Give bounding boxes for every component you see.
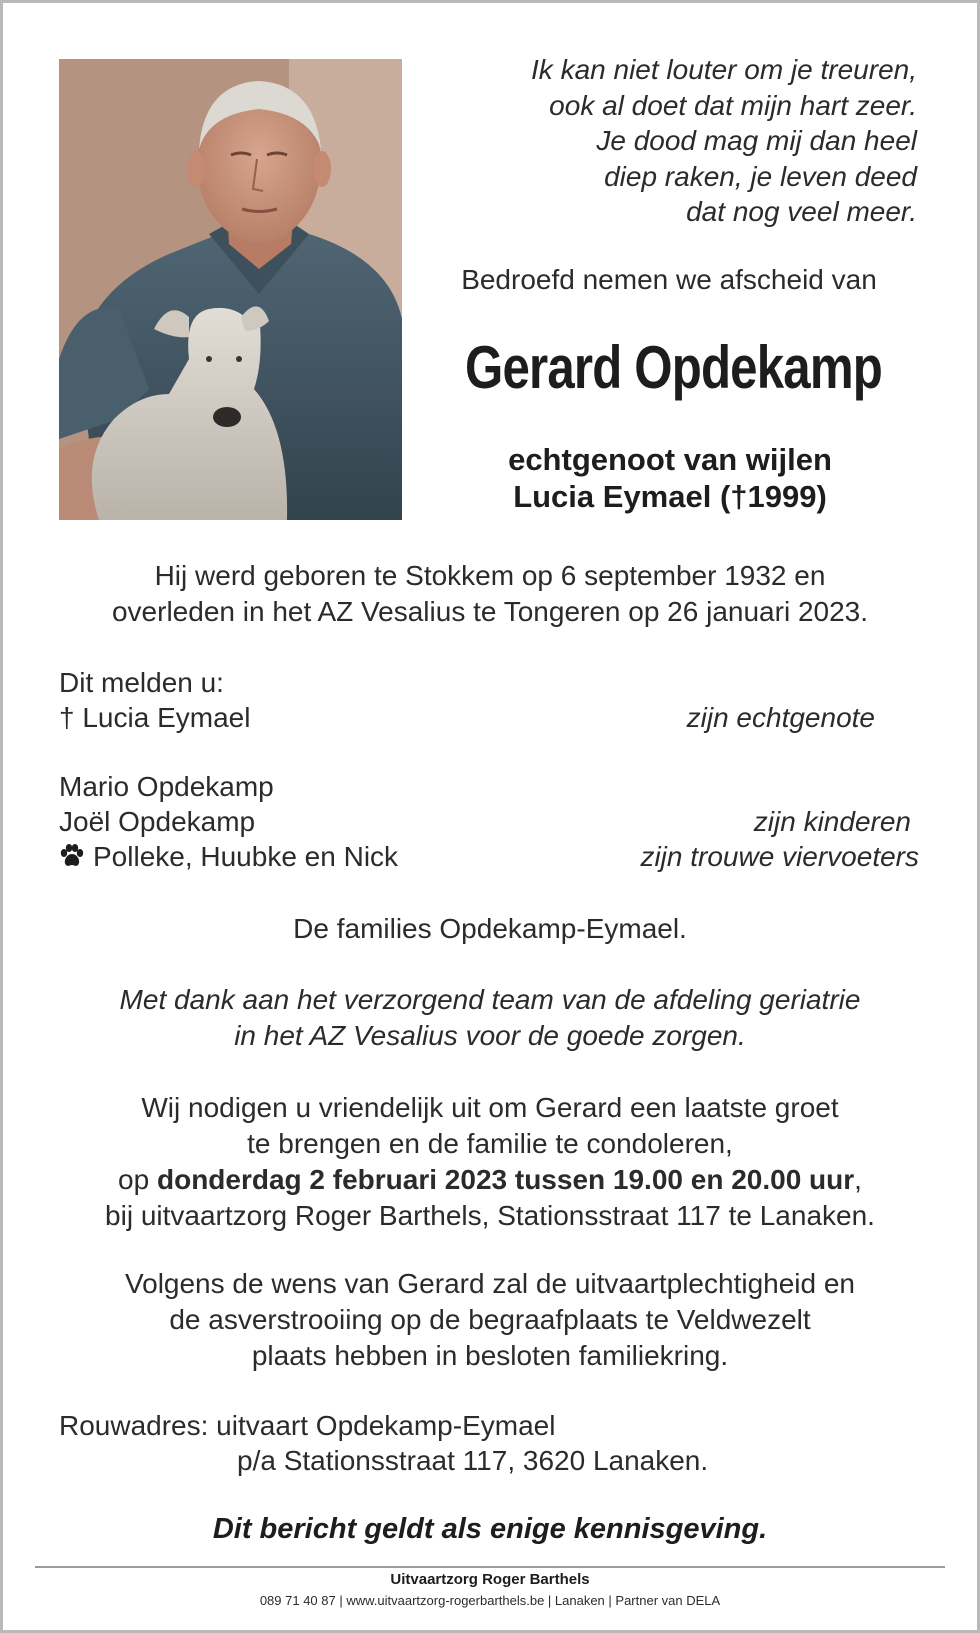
thanks-text [50,982,930,1054]
thanks-line-2: in het AZ Vesalius voor de goede zorgen. [234,1020,746,1051]
invitation-text [50,1090,930,1234]
footer-info: 089 71 40 87 | www.uitvaartzorg-rogerbarthels.be | Lanaken | Partner van DELA [259,1593,721,1608]
final-notice: Dit bericht geldt als enige kennisgeving. [212,1513,768,1545]
intro-text: Bedroefd nemen we afscheid van [461,264,877,295]
spouse-line-2: Lucia Eymael (†1999) [513,479,827,514]
address-line-1: Rouwadres: uitvaart Opdekamp-Eymael [59,1410,556,1441]
poem-line: ook al doet dat mijn hart zeer. [549,89,917,121]
announcer-name: † Lucia Eymael [59,702,251,733]
poem-line: Je dood mag mij dan heel [596,125,917,156]
families: De families Opdekamp-Eymael. [293,913,687,944]
footer-company: Uitvaartzorg Roger Barthels [390,1571,590,1588]
announcer-name: Mario Opdekamp [59,771,274,802]
ceremony-line-2: de asverstrooiing op de begraafplaats te Veldwezelt [169,1304,811,1335]
announcer-name: Polleke, Huubke en Nick [93,841,399,872]
visitation-datetime: donderdag 2 februari 2023 tussen 19.00 en 20.00 uur [156,1164,855,1195]
footer-divider [35,1566,945,1568]
announcer-name: Joël Opdekamp [59,806,256,837]
spouse-info [420,441,920,515]
thanks-line-1: Met dank aan het verzorgend team van de afdeling geriatrie [119,984,861,1015]
invitation-line-1: Wij nodigen u vriendelijk uit om Gerard een laatste groet [141,1092,839,1123]
invitation-pre: op [118,1164,157,1195]
birth-line-1: Hij werd geboren te Stokkem op 6 september 1932 en [154,560,826,591]
invitation-line-4: bij uitvaartzorg Roger Barthels, Stationsstraat 117 te Lanaken. [105,1200,875,1231]
announcer-row [59,804,919,840]
invitation-line-2: te brengen en de familie te condoleren, [247,1128,733,1159]
spouse-line-1: echtgenoot van wijlen [508,442,832,477]
ceremony-text [50,1266,930,1374]
poem [457,52,917,230]
address-row [59,1408,919,1444]
ceremony-line-3: plaats hebben in besloten familiekring. [251,1340,729,1371]
poem-line: Ik kan niet louter om je treuren, [531,54,917,85]
announcers-heading: Dit melden u: [59,667,224,698]
announcer-role: zijn echtgenote [686,702,875,733]
portrait-photo [59,59,402,520]
announcer-role: zijn kinderen [753,806,911,837]
address-line-2: p/a Stationsstraat 117, 3620 Lanaken. [237,1445,709,1476]
poem-line: dat nog veel meer. [686,196,917,227]
announcer-pets [59,839,398,875]
invitation-post: , [854,1164,862,1195]
deceased-name: Gerard Opdekamp [465,334,882,401]
address-row [59,1443,919,1479]
announcer-row [59,839,919,875]
poem-line: diep raken, je leven deed [604,160,917,192]
birth-line-2: overleden in het AZ Vesalius te Tongeren op 26 januari 2023. [111,596,869,627]
invitation-line-3 [50,1162,930,1198]
birth-death-info [50,558,930,630]
announcer-role: zijn trouwe viervoeters [640,841,919,872]
announcer-row [59,769,919,805]
announcers-heading-row [59,665,919,701]
announcer-row [59,700,919,736]
paw-icon [59,843,85,869]
ceremony-line-1: Volgens de wens van Gerard zal de uitvaartplechtigheid en [124,1268,856,1299]
